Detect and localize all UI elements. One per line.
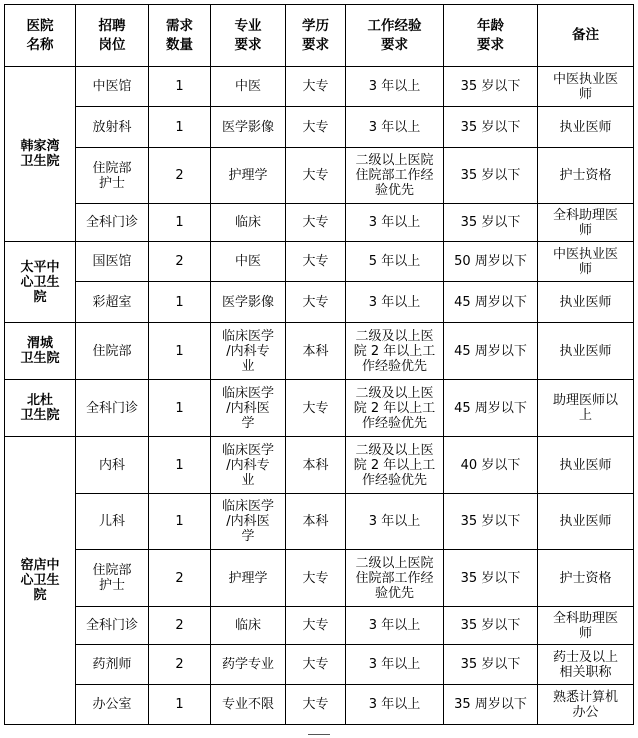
row-post: 中医馆 (76, 67, 149, 107)
row-age: 45 周岁以下 (444, 282, 538, 323)
row-note: 熟悉计算机 办公 (538, 685, 634, 725)
row-major: 护理学 (211, 148, 286, 204)
row-note: 执业医师 (538, 494, 634, 550)
row-education: 大专 (286, 67, 346, 107)
row-age: 35 岁以下 (444, 148, 538, 204)
row-education: 大专 (286, 107, 346, 148)
recruitment-table (4, 4, 634, 725)
row-experience: 3 年以上 (346, 685, 444, 725)
row-count: 2 (149, 607, 211, 645)
row-major: 中医 (211, 67, 286, 107)
row-age: 45 周岁以下 (444, 323, 538, 380)
row-post: 药剂师 (76, 645, 149, 685)
row-note: 中医执业医 师 (538, 242, 634, 282)
row-major: 中医 (211, 242, 286, 282)
row-post: 全科门诊 (76, 204, 149, 242)
row-count: 2 (149, 148, 211, 204)
row-education: 大专 (286, 685, 346, 725)
row-education: 大专 (286, 242, 346, 282)
row-age: 45 周岁以下 (444, 380, 538, 437)
row-age: 35 岁以下 (444, 607, 538, 645)
row-education: 本科 (286, 494, 346, 550)
row-experience: 二级及以上医 院 2 年以上工 作经验优先 (346, 380, 444, 437)
row-count: 1 (149, 437, 211, 494)
row-count: 2 (149, 550, 211, 607)
row-note: 执业医师 (538, 107, 634, 148)
row-post: 住院部 护士 (76, 148, 149, 204)
row-experience: 二级以上医院 住院部工作经 验优先 (346, 148, 444, 204)
row-count: 1 (149, 204, 211, 242)
row-major: 临床医学 /内科专 业 (211, 323, 286, 380)
row-note: 执业医师 (538, 437, 634, 494)
hospital-name: 窑店中 心卫生 院 (5, 437, 76, 725)
table-row (5, 107, 634, 148)
row-post: 彩超室 (76, 282, 149, 323)
header-hospital: 医院 名称 (5, 5, 76, 67)
row-education: 大专 (286, 550, 346, 607)
header-major: 专业 要求 (211, 5, 286, 67)
row-count: 1 (149, 107, 211, 148)
row-education: 本科 (286, 323, 346, 380)
row-major: 护理学 (211, 550, 286, 607)
row-count: 1 (149, 323, 211, 380)
row-major: 医学影像 (211, 282, 286, 323)
hospital-name: 韩家湾 卫生院 (5, 67, 76, 242)
header-age: 年龄 要求 (444, 5, 538, 67)
row-post: 国医馆 (76, 242, 149, 282)
page-edge-mark (308, 734, 330, 735)
row-note: 全科助理医 师 (538, 607, 634, 645)
row-post: 儿科 (76, 494, 149, 550)
row-experience: 3 年以上 (346, 282, 444, 323)
table-body (5, 67, 634, 725)
row-experience: 3 年以上 (346, 645, 444, 685)
row-note: 全科助理医 师 (538, 204, 634, 242)
table-row (5, 437, 634, 494)
row-note: 护士资格 (538, 148, 634, 204)
row-major: 医学影像 (211, 107, 286, 148)
row-experience: 5 年以上 (346, 242, 444, 282)
row-age: 35 岁以下 (444, 494, 538, 550)
row-experience: 二级及以上医 院 2 年以上工 作经验优先 (346, 437, 444, 494)
row-major: 临床医学 /内科专 业 (211, 437, 286, 494)
row-education: 大专 (286, 204, 346, 242)
row-note: 中医执业医 师 (538, 67, 634, 107)
header-education: 学历 要求 (286, 5, 346, 67)
table-row (5, 204, 634, 242)
row-post: 住院部 (76, 323, 149, 380)
row-major: 专业不限 (211, 685, 286, 725)
row-experience: 3 年以上 (346, 204, 444, 242)
row-count: 2 (149, 242, 211, 282)
hospital-name: 北杜 卫生院 (5, 380, 76, 437)
table-row (5, 282, 634, 323)
row-count: 1 (149, 282, 211, 323)
row-age: 40 岁以下 (444, 437, 538, 494)
hospital-name: 渭城 卫生院 (5, 323, 76, 380)
row-experience: 3 年以上 (346, 107, 444, 148)
table-row (5, 645, 634, 685)
row-post: 全科门诊 (76, 607, 149, 645)
row-major: 临床医学 /内科医 学 (211, 494, 286, 550)
header-note: 备注 (538, 5, 634, 67)
row-count: 1 (149, 685, 211, 725)
row-post: 内科 (76, 437, 149, 494)
row-note: 护士资格 (538, 550, 634, 607)
row-count: 2 (149, 645, 211, 685)
row-major: 临床 (211, 204, 286, 242)
table-row (5, 67, 634, 107)
row-count: 1 (149, 494, 211, 550)
table-row (5, 323, 634, 380)
row-count: 1 (149, 67, 211, 107)
row-post: 住院部 护士 (76, 550, 149, 607)
table-row (5, 550, 634, 607)
row-education: 大专 (286, 645, 346, 685)
header-post: 招聘 岗位 (76, 5, 149, 67)
row-education: 本科 (286, 437, 346, 494)
row-experience: 3 年以上 (346, 607, 444, 645)
row-post: 全科门诊 (76, 380, 149, 437)
header-count: 需求 数量 (149, 5, 211, 67)
row-post: 放射科 (76, 107, 149, 148)
row-note: 助理医师以 上 (538, 380, 634, 437)
row-age: 35 岁以下 (444, 67, 538, 107)
row-experience: 3 年以上 (346, 67, 444, 107)
table-row (5, 494, 634, 550)
row-experience: 二级以上医院 住院部工作经 验优先 (346, 550, 444, 607)
row-experience: 3 年以上 (346, 494, 444, 550)
row-education: 大专 (286, 607, 346, 645)
row-age: 35 岁以下 (444, 645, 538, 685)
row-age: 50 周岁以下 (444, 242, 538, 282)
row-note: 执业医师 (538, 323, 634, 380)
row-major: 临床医学 /内科医 学 (211, 380, 286, 437)
row-age: 35 岁以下 (444, 204, 538, 242)
row-experience: 二级及以上医 院 2 年以上工 作经验优先 (346, 323, 444, 380)
row-education: 大专 (286, 380, 346, 437)
header-row (5, 5, 634, 67)
row-age: 35 岁以下 (444, 107, 538, 148)
table-row (5, 685, 634, 725)
header-experience: 工作经验 要求 (346, 5, 444, 67)
table-row (5, 148, 634, 204)
row-major: 药学专业 (211, 645, 286, 685)
row-note: 执业医师 (538, 282, 634, 323)
table-row (5, 607, 634, 645)
row-age: 35 岁以下 (444, 550, 538, 607)
row-education: 大专 (286, 282, 346, 323)
row-age: 35 周岁以下 (444, 685, 538, 725)
table-row (5, 242, 634, 282)
table-row (5, 380, 634, 437)
hospital-name: 太平中 心卫生 院 (5, 242, 76, 323)
row-post: 办公室 (76, 685, 149, 725)
row-major: 临床 (211, 607, 286, 645)
row-count: 1 (149, 380, 211, 437)
row-note: 药士及以上 相关职称 (538, 645, 634, 685)
row-education: 大专 (286, 148, 346, 204)
